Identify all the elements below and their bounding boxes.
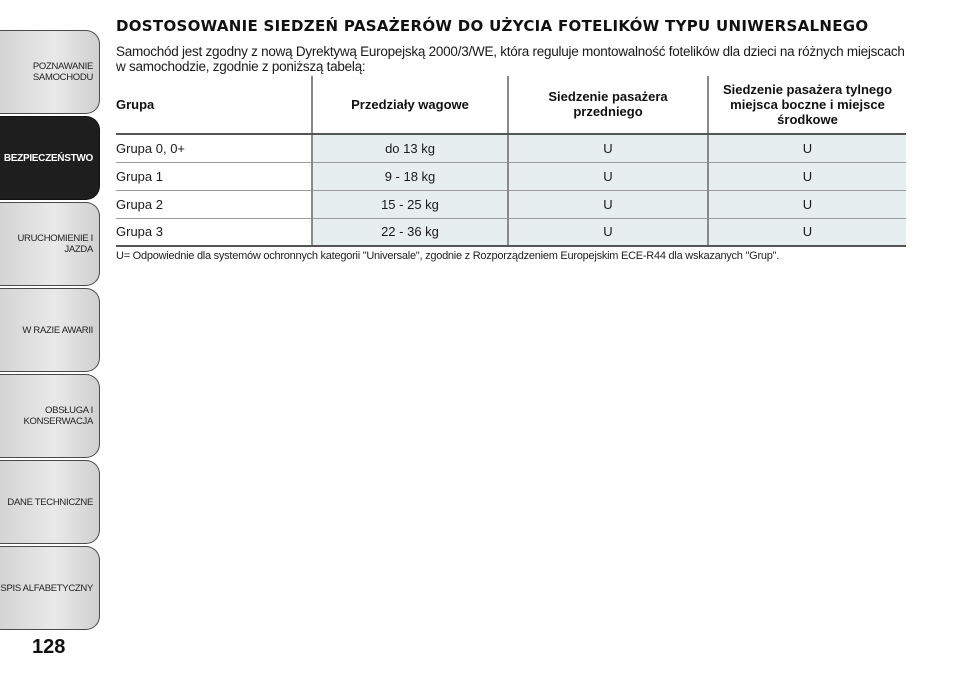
table-row: [116, 190, 906, 218]
column-header-weight: Przedziały wagowe: [312, 76, 508, 134]
cell-weight: do 13 kg: [312, 134, 508, 162]
page-number: 128: [32, 636, 66, 658]
cell-front-seat: U: [508, 134, 708, 162]
tab-poznawanie-samochodu[interactable]: POZNAWANIE SAMOCHODU: [0, 30, 100, 114]
column-header-rear-seats: Siedzenie pasażera tylnego miejsca boczne i miejsce środkowe: [708, 76, 906, 134]
cell-group: Grupa 3: [116, 218, 312, 246]
child-seat-table: [116, 76, 906, 247]
table-row: [116, 162, 906, 190]
cell-rear-seats: U: [708, 162, 906, 190]
cell-weight: 22 - 36 kg: [312, 218, 508, 246]
cell-rear-seats: U: [708, 190, 906, 218]
cell-front-seat: U: [508, 190, 708, 218]
table-header-row: [116, 76, 906, 134]
cell-group: Grupa 0, 0+: [116, 134, 312, 162]
cell-group: Grupa 2: [116, 190, 312, 218]
cell-front-seat: U: [508, 162, 708, 190]
table-row: [116, 218, 906, 246]
cell-rear-seats: U: [708, 218, 906, 246]
cell-weight: 15 - 25 kg: [312, 190, 508, 218]
tab-spis-alfabetyczny[interactable]: SPIS ALFABETYCZNY: [0, 546, 100, 630]
tab-bezpieczenstwo[interactable]: BEZPIECZEŃSTWO: [0, 116, 100, 200]
tab-uruchomienie-i-jazda[interactable]: URUCHOMIENIE I JAZDA: [0, 202, 100, 286]
tab-dane-techniczne[interactable]: DANE TECHNICZNE: [0, 460, 100, 544]
cell-weight: 9 - 18 kg: [312, 162, 508, 190]
cell-front-seat: U: [508, 218, 708, 246]
column-header-group: Grupa: [116, 76, 312, 134]
tab-w-razie-awarii[interactable]: W RAZIE AWARII: [0, 288, 100, 372]
tab-obsluga-i-konserwacja[interactable]: OBSŁUGA I KONSERWACJA: [0, 374, 100, 458]
column-header-front-seat: Siedzenie pasażera przedniego: [508, 76, 708, 134]
cell-group: Grupa 1: [116, 162, 312, 190]
cell-rear-seats: U: [708, 134, 906, 162]
chapter-sidebar: [0, 0, 100, 686]
table-row: [116, 134, 906, 162]
main-content: [116, 18, 908, 263]
table-footnote: U= Odpowiednie dla systemów ochronnych kategorii "Universale", zgodnie z Rozporządzeniem Europejskim ECE-R44 dla wskazanych "Grup".: [116, 250, 780, 262]
section-title: DOSTOSOWANIE SIEDZEŃ PASAŻERÓW DO UŻYCIA FOTELIKÓW TYPU UNIWERSALNEGO: [116, 17, 869, 35]
intro-paragraph: Samochód jest zgodny z nową Dyrektywą Europejską 2000/3/WE, która reguluje montowalność fotelików dla dzieci na różnych miejscach w samochodzie, zgodnie z poniższą tabelą:: [116, 44, 905, 74]
